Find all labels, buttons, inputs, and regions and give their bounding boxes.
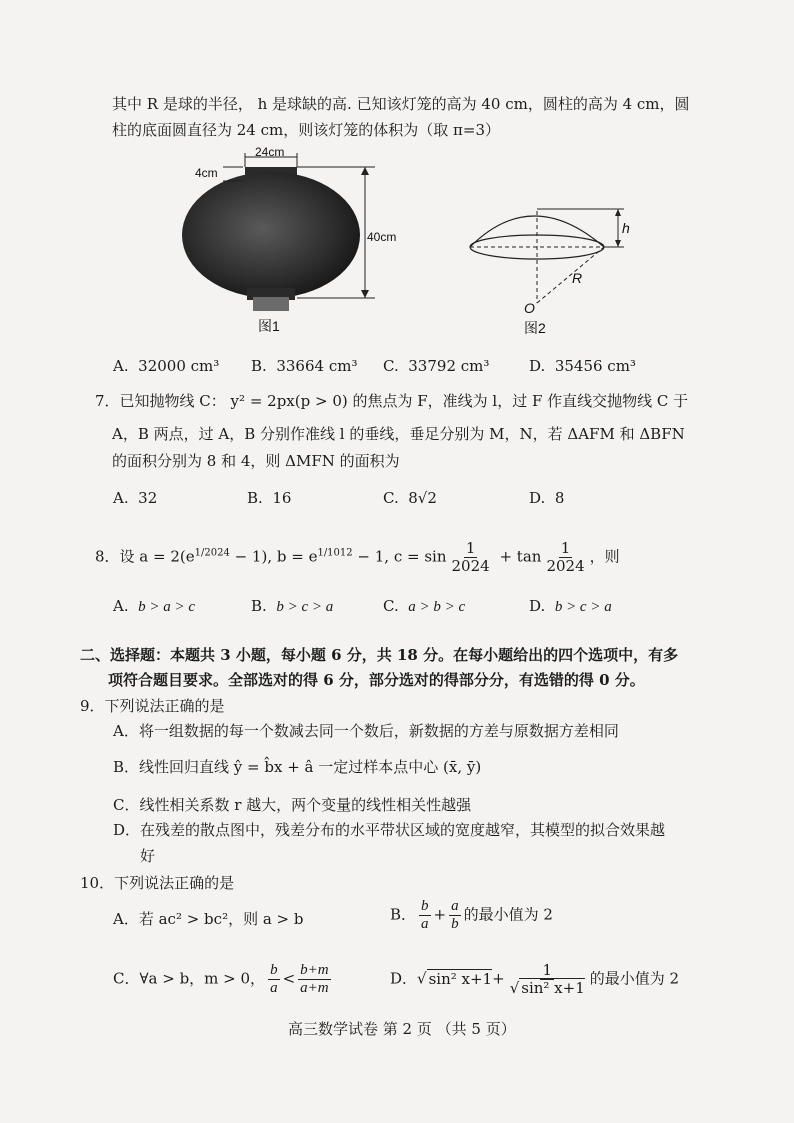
q10-option-d[interactable]: D．√ sin² x+1+ $\frac{1}{\text{√ sin² x+1}}$ 的最小值为 2 [390, 961, 680, 997]
q9-option-b[interactable]: B．线性回归直线 ŷ = b̂x + â 一定过样本点中心 (x̄, ȳ) [113, 758, 482, 776]
q9-option-c[interactable]: C．线性相关系数 r 越大，两个变量的线性相关性越强 [113, 796, 472, 814]
q9-option-d-cont: 好 [140, 847, 156, 865]
label-R: R [572, 270, 583, 286]
figure-2-spherical-cap [462, 195, 642, 335]
section-2-header-line-1: 二、选择题：本题共 3 小题，每小题 6 分，共 18 分。在每小题给出的四个选项中，有多 [80, 646, 679, 664]
q8-stem: 8．设 $a = 2(e^{1/2024} - 1)$, $b = e^{1/1012} - 1$, c = sin $\frac{1}{2024}$ + tan $\frac{1}{2024}$ ，则 [95, 539, 620, 575]
figure-1-caption: 图1 [258, 318, 280, 334]
intro-line-1: 其中 R 是球的半径， h 是球缺的高. 已知该灯笼的高为 40 cm，圆柱的高为 4 cm，圆 [112, 95, 690, 113]
q8-option-c[interactable]: C. a > b > c [383, 597, 466, 615]
lantern-bottom-cap [253, 297, 289, 311]
label-4cm: 4cm [195, 166, 218, 180]
q9-stem: 9．下列说法正确的是 [80, 697, 225, 715]
q6-option-d[interactable]: D. 35456 cm³ [529, 357, 636, 375]
q6-option-b[interactable]: B. 33664 cm³ [251, 357, 358, 375]
q10-option-b[interactable]: B． $\frac{b}{a}$ + $\frac{a}{b}$ 的最小值为 2 [390, 898, 553, 932]
q8-option-d[interactable]: D. b > c > a [529, 597, 612, 615]
q7-line-3: 的面积分别为 8 和 4，则 ΔMFN 的面积为 [112, 452, 400, 470]
q8-option-a[interactable]: A. b > a > c [113, 597, 196, 615]
figure-1-lantern [175, 145, 415, 335]
label-h: h [622, 220, 630, 236]
page-footer: 高三数学试卷 第 2 页 （共 5 页） [288, 1020, 516, 1038]
q7-option-b[interactable]: B. 16 [247, 489, 292, 507]
q7-option-d[interactable]: D. 8 [529, 489, 565, 507]
label-24cm: 24cm [255, 145, 285, 159]
q6-option-c[interactable]: C. 33792 cm³ [383, 357, 490, 375]
label-40cm: 40cm [367, 230, 397, 244]
q7-option-a[interactable]: A. 32 [113, 489, 158, 507]
q8-option-b[interactable]: B. b > c > a [251, 597, 334, 615]
figure-2-caption: 图2 [524, 320, 546, 335]
q10-stem: 10．下列说法正确的是 [80, 874, 235, 892]
intro-line-2: 柱的底面圆直径为 24 cm，则该灯笼的体积为（取 π=3） [112, 121, 500, 139]
lantern-body [182, 172, 360, 298]
q9-option-a[interactable]: A．将一组数据的每一个数减去同一个数后，新数据的方差与原数据方差相同 [113, 722, 619, 740]
q10-option-a[interactable]: A．若 ac² > bc²，则 a > b [113, 910, 304, 928]
q7-line-2: A，B 两点，过 A，B 分别作准线 l 的垂线，垂足分别为 M，N，若 ΔAFM 和 ΔBFN [112, 425, 685, 443]
q7-option-c[interactable]: C. 8√2 [383, 489, 437, 507]
q10-option-c[interactable]: C．∀a > b，m > 0， $\frac{b}{a}$ < $\frac{b+m}{a+m}$ [113, 962, 329, 996]
q9-option-d[interactable]: D．在残差的散点图中，残差分布的水平带状区域的宽度越窄，其模型的拟合效果越 [113, 821, 666, 839]
q7-line-1: 7．已知抛物线 C： y² = 2px(p > 0) 的焦点为 F，准线为 l，过 F 作直线交抛物线 C 于 [95, 392, 689, 410]
label-O: O [524, 300, 535, 316]
section-2-header-line-2: 项符合题目要求。全部选对的得 6 分，部分选对的得部分分，有选错的得 0 分。 [108, 671, 645, 689]
q6-option-a[interactable]: A. 32000 cm³ [113, 357, 220, 375]
